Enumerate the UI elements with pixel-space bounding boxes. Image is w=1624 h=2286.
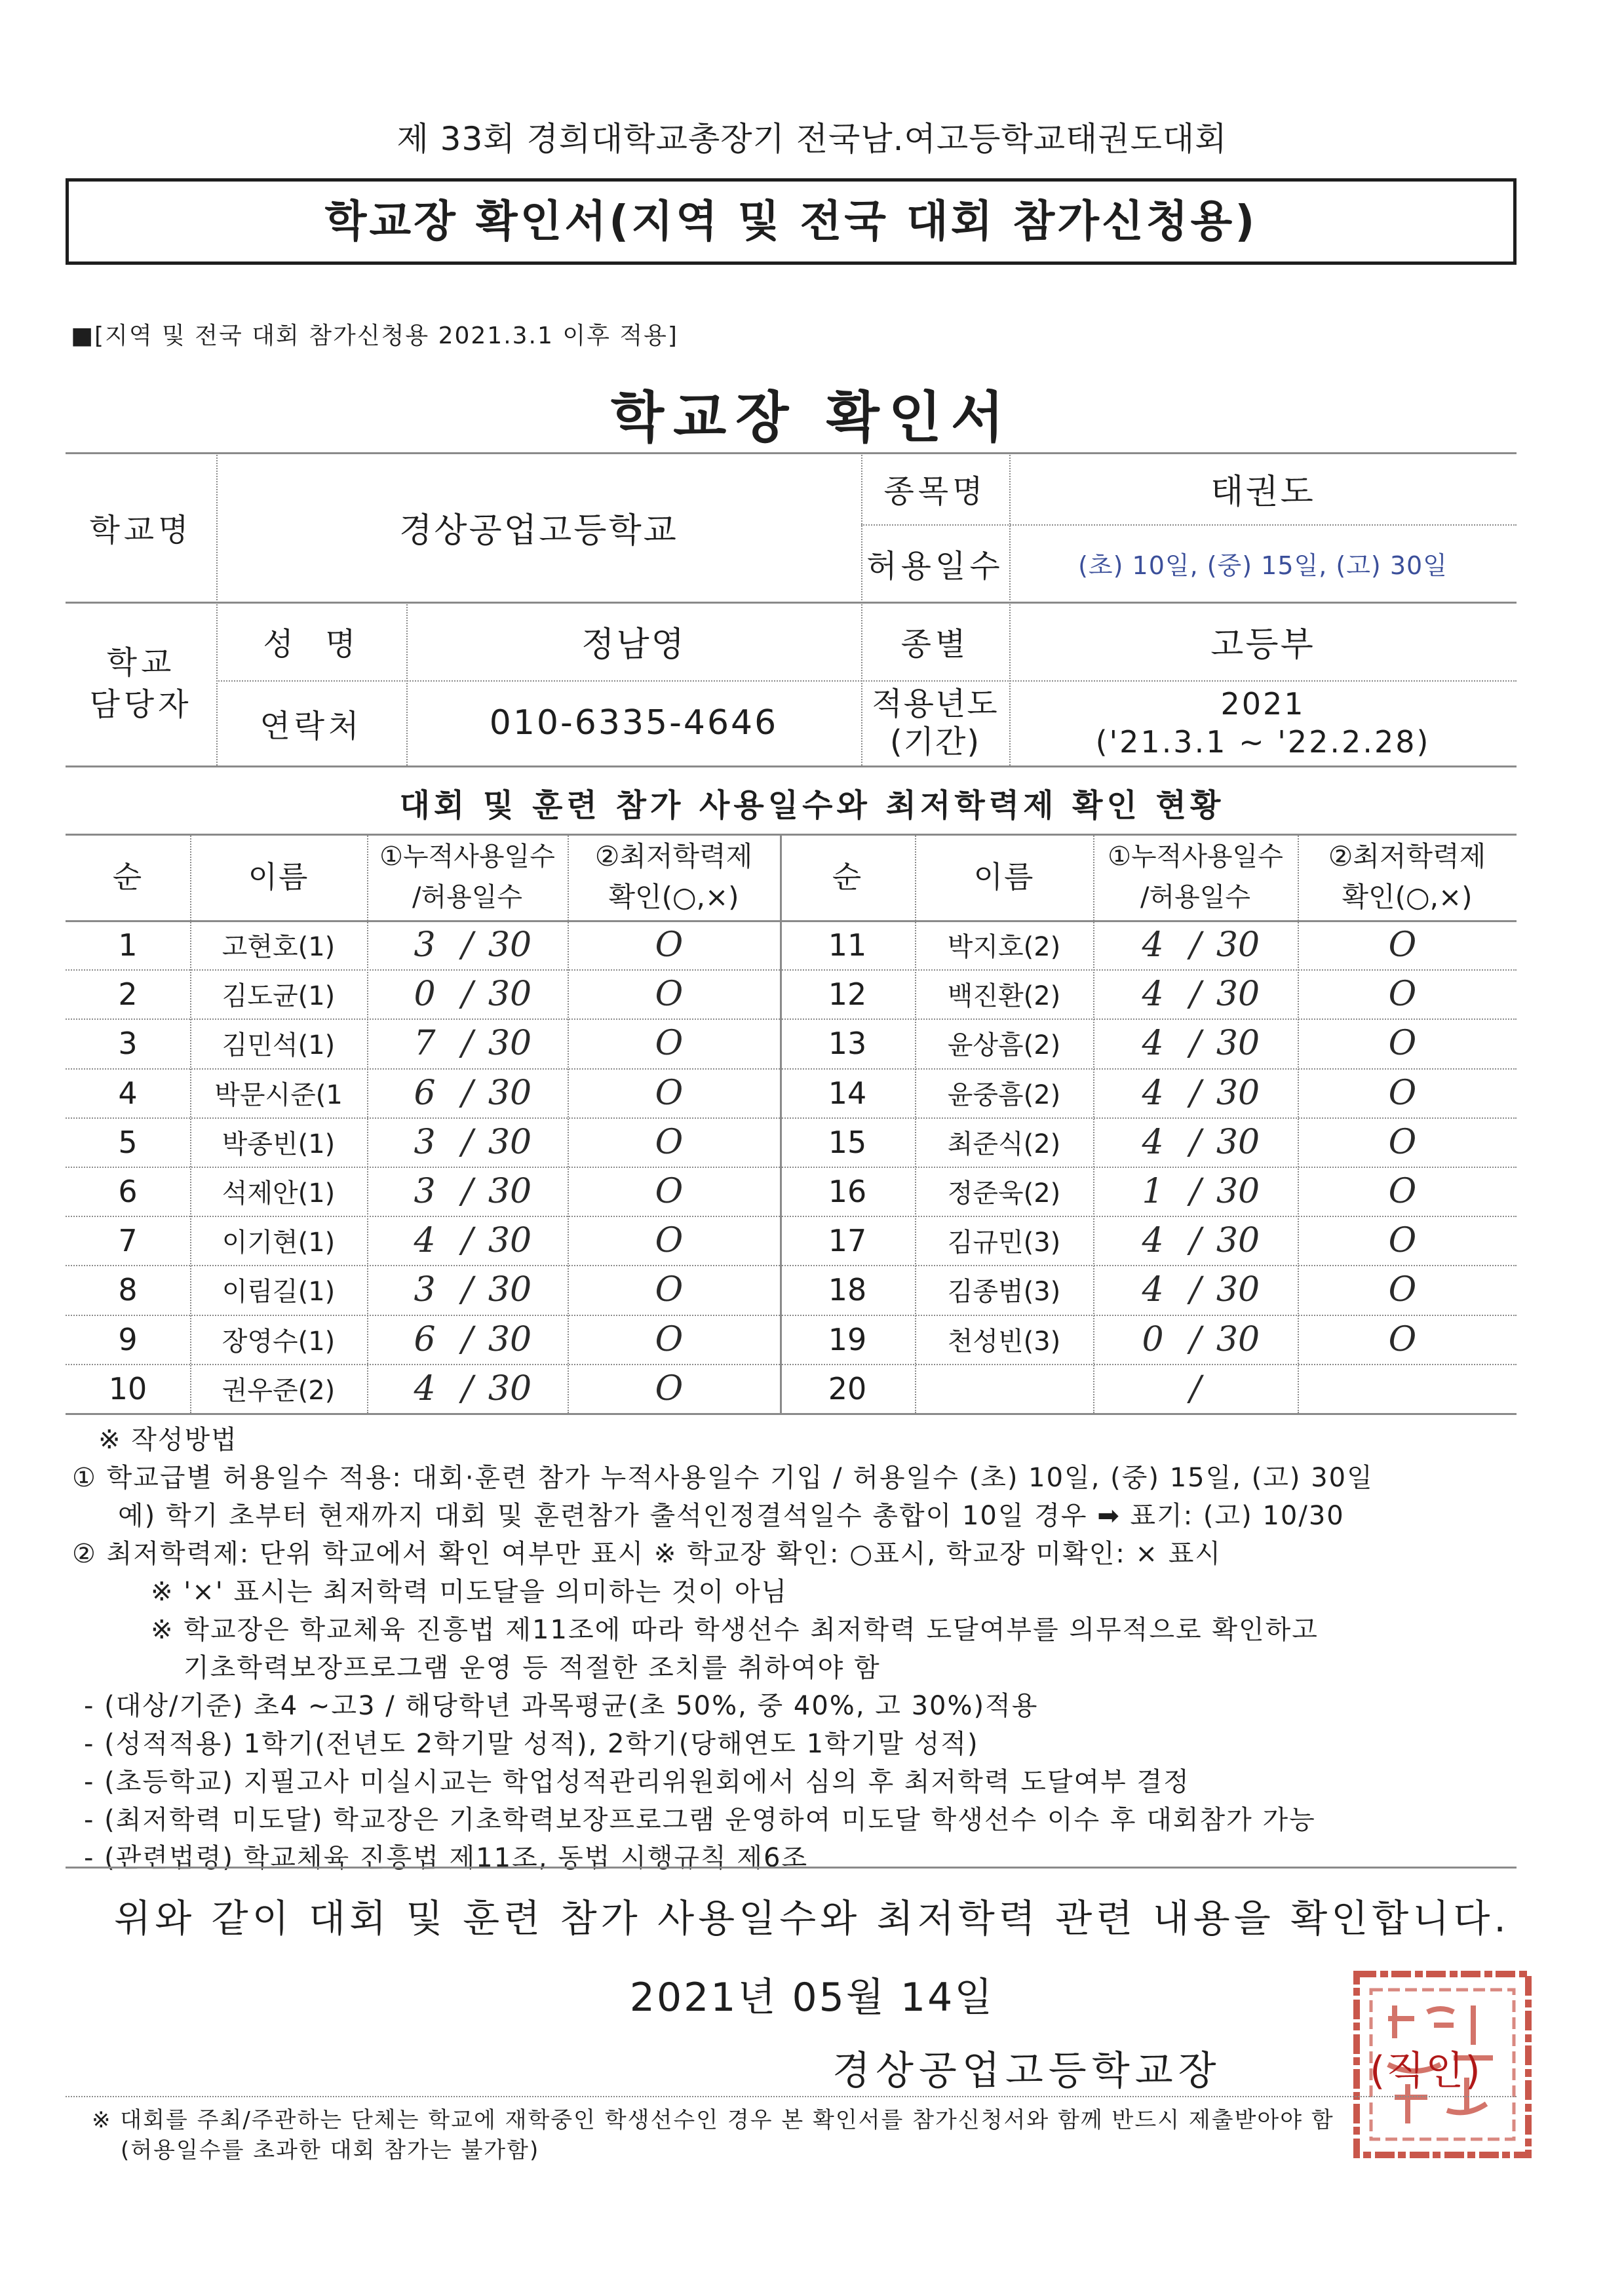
sport-value: 태권도 <box>1210 472 1315 512</box>
method-heading: ※ 작성방법 <box>98 1425 238 1455</box>
used-days: 4 <box>1142 1220 1164 1260</box>
row-number: 9 <box>118 1321 138 1357</box>
slash-separator: / <box>461 1073 473 1113</box>
slash-separator: / <box>1189 1368 1201 1408</box>
days-cell <box>367 1068 568 1117</box>
slash-separator: / <box>1189 1171 1201 1211</box>
row-number: 13 <box>828 1025 867 1061</box>
days-cell <box>367 1265 568 1314</box>
period-value <box>1009 680 1517 765</box>
period-label-line2: (기간) <box>889 724 981 760</box>
footer-rule <box>66 2096 1517 2097</box>
academic-check-mark: O <box>1388 925 1426 965</box>
allowed-days: 30 <box>488 1319 532 1359</box>
footer-note <box>92 2105 1534 2165</box>
used-days: 1 <box>1142 1171 1164 1211</box>
row-number: 1 <box>118 927 138 963</box>
slash-separator: / <box>461 1171 473 1211</box>
academic-check-mark: O <box>655 1269 693 1309</box>
header-num: 순 <box>832 859 863 895</box>
academic-check-mark: O <box>655 925 693 965</box>
academic-check-mark: O <box>1388 1220 1426 1260</box>
days-cell <box>1093 1265 1298 1314</box>
allowed-days: 30 <box>1216 1171 1260 1211</box>
row-number: 6 <box>118 1173 138 1209</box>
header-check-line1: ②최저학력제 <box>594 840 753 872</box>
student-name: 김도균(1) <box>222 981 336 1011</box>
student-name: 고현호(1) <box>222 932 336 962</box>
school-name: 경상공업고등학교 <box>399 511 678 551</box>
sport-label: 종목명 <box>883 473 987 510</box>
student-name: 이림길(1) <box>222 1277 336 1307</box>
row-number: 18 <box>828 1271 867 1308</box>
days-cell <box>367 969 568 1018</box>
student-name: 이기현(1) <box>222 1228 336 1258</box>
header-check-line2: 확인(○,×) <box>1342 881 1473 913</box>
method-line: ※ '×' 표시는 최저학력 미도달을 의미하는 것이 아님 <box>151 1577 788 1607</box>
days-cell <box>367 1216 568 1265</box>
days-cell <box>1093 1117 1298 1167</box>
allowed-days: 30 <box>488 1171 532 1211</box>
row-number: 20 <box>828 1370 867 1406</box>
header-check-line1: ②최저학력제 <box>1328 840 1486 872</box>
row-number: 10 <box>108 1370 147 1406</box>
contact-value: 010-6335-4646 <box>489 703 779 743</box>
row-number: 14 <box>828 1075 867 1111</box>
allowed-days: 30 <box>1216 1073 1260 1113</box>
allowed-days: 30 <box>1216 1122 1260 1162</box>
allowed-days: 30 <box>488 1368 532 1408</box>
header-days-line2: /허용일수 <box>1140 882 1251 912</box>
manager-label-line2: 담당자 <box>89 686 193 723</box>
used-days: 6 <box>414 1073 436 1113</box>
confirm-statement: 위와 같이 대회 및 훈련 참가 사용일수와 최저학력 관련 내용을 확인합니다. <box>114 1896 1510 1941</box>
used-days: 4 <box>1142 1122 1164 1162</box>
allowed-days: 30 <box>488 1122 532 1162</box>
academic-check-mark: O <box>1388 1023 1426 1063</box>
student-name: 김규민(3) <box>947 1228 1061 1258</box>
days-cell <box>367 1117 568 1167</box>
allowed-days: 30 <box>488 974 532 1014</box>
method-line: ※ 학교장은 학교체육 진흥법 제11조에 따라 학생선수 최저학력 도달여부를 의무적으로 확인하고 <box>151 1615 1319 1645</box>
header-days-line2: /허용일수 <box>412 882 523 912</box>
days-cell <box>367 1167 568 1216</box>
header-name: 이름 <box>248 859 309 895</box>
slash-separator: / <box>461 974 473 1014</box>
allowed-days: 30 <box>1216 1023 1260 1063</box>
allowed-days: 30 <box>1216 1220 1260 1260</box>
row-number: 8 <box>118 1271 138 1308</box>
row-number: 19 <box>828 1321 867 1357</box>
used-days: 3 <box>414 1122 436 1162</box>
allowed-days: 30 <box>488 1023 532 1063</box>
used-days: 0 <box>414 974 436 1014</box>
academic-check-mark: O <box>1388 1319 1426 1359</box>
used-days: 4 <box>1142 974 1164 1014</box>
slash-separator: / <box>1189 1319 1201 1359</box>
method-line: - (초등학교) 지필고사 미실시교는 학업성적관리위원회에서 심의 후 최저학력 도달여부 결정 <box>84 1767 1190 1797</box>
academic-check-mark: O <box>655 1368 693 1408</box>
slash-separator: / <box>461 1220 473 1260</box>
event-title: 제 33회 경희대학교총장기 전국남.여고등학교태권도대회 <box>396 120 1228 158</box>
used-days: 3 <box>414 925 436 965</box>
slash-separator: / <box>1189 1122 1201 1162</box>
allowed-days-label: 허용일수 <box>866 547 1004 585</box>
student-name: 김민석(1) <box>222 1030 336 1060</box>
days-cell <box>367 920 568 969</box>
row-number: 11 <box>828 927 867 963</box>
slash-separator: / <box>1189 1220 1201 1260</box>
student-name: 권우준(2) <box>222 1376 336 1406</box>
row-number: 3 <box>118 1025 138 1061</box>
slash-separator: / <box>461 1269 473 1309</box>
academic-check-mark: O <box>655 1220 693 1260</box>
slash-separator: / <box>1189 1073 1201 1113</box>
slash-separator: / <box>1189 1023 1201 1063</box>
period-label-line1: 적용년도 <box>872 686 999 722</box>
academic-check-mark: O <box>1388 974 1426 1014</box>
days-cell <box>1093 1364 1298 1413</box>
allowed-days: 30 <box>1216 925 1260 965</box>
header-check <box>568 834 780 920</box>
days-cell <box>1093 920 1298 969</box>
student-name: 장영수(1) <box>222 1327 336 1357</box>
row-number: 7 <box>118 1222 138 1258</box>
student-name: 윤중흠(2) <box>947 1080 1061 1110</box>
info-bottom-rule <box>66 765 1517 767</box>
academic-check-mark: O <box>1388 1171 1426 1211</box>
days-cell <box>1093 1068 1298 1117</box>
allowed-days: 30 <box>1216 1319 1260 1359</box>
student-name: 천성빈(3) <box>947 1327 1061 1357</box>
slash-separator: / <box>461 1023 473 1063</box>
header-check-line2: 확인(○,×) <box>608 881 739 913</box>
row-number: 5 <box>118 1124 138 1160</box>
status-title: 대회 및 훈련 참가 사용일수와 최저학력제 확인 현황 <box>399 787 1225 824</box>
status-bottom-rule <box>66 1413 1517 1415</box>
row-number: 4 <box>118 1075 138 1111</box>
method-line: - (성적적용) 1학기(전년도 2학기말 성적), 2학기(당해연도 1학기말 성적) <box>84 1729 979 1759</box>
academic-check-mark: O <box>655 1073 693 1113</box>
header-check <box>1298 834 1517 920</box>
header-name: 이름 <box>973 859 1035 895</box>
row-number: 12 <box>828 976 867 1012</box>
footer-line2: (허용일수를 초과한 대회 참가는 불가함) <box>121 2137 540 2163</box>
student-name: 박문시준(1 <box>214 1080 343 1110</box>
days-cell <box>1093 1167 1298 1216</box>
method-line: 기초학력보장프로그램 운영 등 적절한 조치를 취하여야 함 <box>184 1653 881 1683</box>
allowed-days: 30 <box>488 1220 532 1260</box>
days-cell <box>1093 1315 1298 1364</box>
slash-separator: / <box>1189 925 1201 965</box>
row-number: 15 <box>828 1124 867 1160</box>
allowed-days: 30 <box>1216 1269 1260 1309</box>
student-name: 윤상흠(2) <box>947 1030 1061 1060</box>
student-name: 최준식(2) <box>947 1129 1061 1159</box>
used-days: 4 <box>1142 1023 1164 1063</box>
days-cell <box>367 1315 568 1364</box>
writing-method <box>72 1421 1547 1877</box>
header-days <box>1093 834 1298 920</box>
document-title-box <box>66 178 1517 265</box>
method-line: ① 학교급별 허용일수 적용: 대회·훈련 참가 누적사용일수 기입 / 허용일수 (초) 10일, (중) 15일, (고) 30일 <box>72 1463 1374 1493</box>
used-days: 6 <box>414 1319 436 1359</box>
student-name: 김종범(3) <box>947 1277 1061 1307</box>
student-name: 정준욱(2) <box>947 1178 1061 1209</box>
division-label: 종별 <box>900 625 970 663</box>
academic-check-mark: O <box>1388 1269 1426 1309</box>
allowed-days: 30 <box>488 1073 532 1113</box>
days-cell <box>1093 969 1298 1018</box>
document-date: 2021년 05월 14일 <box>629 1975 995 2021</box>
academic-check-mark <box>1298 1364 1517 1413</box>
student-name: 박지호(2) <box>947 932 1061 962</box>
method-line: 예) 학기 초부터 현재까지 대회 및 훈련참가 출석인정결석일수 총합이 10일 경우 ➡ 표기: (고) 10/30 <box>118 1501 1345 1531</box>
slash-separator: / <box>461 1122 473 1162</box>
used-days: 4 <box>414 1368 436 1408</box>
method-line: - (관련법령) 학교체육 진흥법 제11조, 동법 시행규칙 제6조 <box>84 1843 809 1873</box>
seal-label: (직인) <box>1370 2048 1482 2094</box>
allowed-days-value: (초) 10일, (중) 15일, (고) 30일 <box>1078 551 1448 580</box>
days-cell <box>1093 1018 1298 1068</box>
header-num: 순 <box>112 859 144 895</box>
method-line: ② 최저학력제: 단위 학교에서 확인 여부만 표시 ※ 학교장 확인: ○표시, 학교장 미확인: × 표시 <box>72 1539 1222 1569</box>
academic-check-mark: O <box>655 1122 693 1162</box>
main-title: 학교장 확인서 <box>610 385 1014 450</box>
slash-separator: / <box>461 1319 473 1359</box>
allowed-days: 30 <box>488 1269 532 1309</box>
period-year: 2021 <box>1220 686 1305 722</box>
method-line: - (최저학력 미도달) 학교장은 기초학력보장프로그램 운영하여 미도달 학생선수 이수 후 대회참가 가능 <box>84 1805 1316 1835</box>
applies-note: ■[지역 및 전국 대회 참가신청용 2021.3.1 이후 적용] <box>71 322 678 349</box>
manager-label-line1: 학교 <box>106 644 176 681</box>
student-name: 박종빈(1) <box>222 1129 336 1159</box>
document-title: 학교장 확인서(지역 및 전국 대회 참가신청용) <box>324 196 1258 246</box>
principal-name: 경상공업고등학교장 <box>832 2048 1222 2094</box>
contact-label: 연락처 <box>260 707 363 745</box>
name-label: 성 명 <box>263 625 360 663</box>
method-bottom-rule <box>66 1867 1517 1869</box>
used-days: 4 <box>1142 925 1164 965</box>
used-days: 4 <box>1142 1073 1164 1113</box>
days-cell <box>367 1364 568 1413</box>
academic-check-mark: O <box>655 1319 693 1359</box>
slash-separator: / <box>461 1368 473 1408</box>
used-days: 4 <box>1142 1269 1164 1309</box>
footer-line1: ※ 대회를 주최/주관하는 단체는 학교에 재학중인 학생선수인 경우 본 확인서를 참가신청서와 함께 반드시 제출받아야 함 <box>92 2107 1334 2133</box>
slash-separator: / <box>1189 974 1201 1014</box>
used-days: 0 <box>1142 1319 1164 1359</box>
used-days: 7 <box>414 1023 436 1063</box>
days-cell <box>367 1018 568 1068</box>
academic-check-mark: O <box>655 974 693 1014</box>
row-number: 2 <box>118 976 138 1012</box>
academic-check-mark: O <box>655 1023 693 1063</box>
allowed-days: 30 <box>488 925 532 965</box>
period-range: ('21.3.1 ~ '22.2.28) <box>1095 724 1431 760</box>
student-name: 백진환(2) <box>947 981 1061 1011</box>
manager-label <box>66 602 216 765</box>
slash-separator: / <box>1189 1269 1201 1309</box>
manager-name: 정남영 <box>581 625 686 665</box>
student-name <box>915 1364 1093 1413</box>
row-number: 16 <box>828 1173 867 1209</box>
slash-separator: / <box>461 925 473 965</box>
allowed-days: 30 <box>1216 974 1260 1014</box>
used-days: 4 <box>414 1220 436 1260</box>
period-label <box>861 680 1009 765</box>
used-days: 3 <box>414 1269 436 1309</box>
academic-check-mark: O <box>1388 1073 1426 1113</box>
used-days: 3 <box>414 1171 436 1211</box>
method-line: - (대상/기준) 초4 ~고3 / 해당학년 과목평균(초 50%, 중 40%, 고 30%)적용 <box>84 1691 1039 1721</box>
academic-check-mark: O <box>655 1171 693 1211</box>
header-days-line1: ①누적사용일수 <box>379 842 555 872</box>
header-days <box>367 834 568 920</box>
student-name: 석제안(1) <box>222 1178 336 1209</box>
header-days-line1: ①누적사용일수 <box>1108 842 1283 872</box>
days-cell <box>1093 1216 1298 1265</box>
academic-check-mark: O <box>1388 1122 1426 1162</box>
school-label: 학교명 <box>89 511 193 549</box>
division-value: 고등부 <box>1210 625 1315 665</box>
row-number: 17 <box>828 1222 867 1258</box>
